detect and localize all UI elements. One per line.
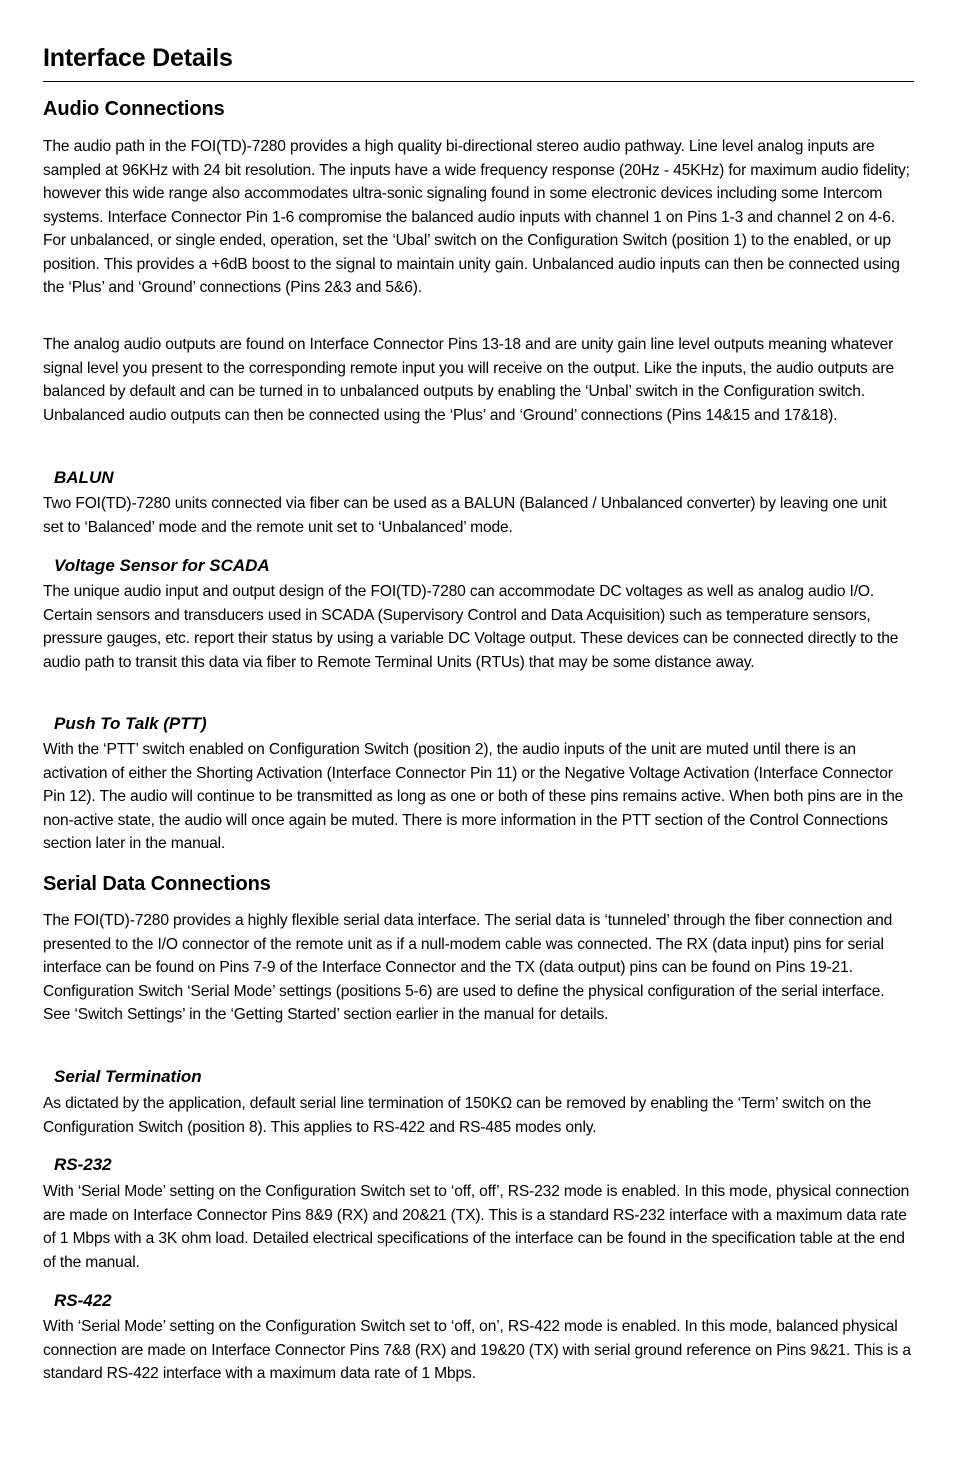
balun-heading: BALUN [54,468,114,487]
scada-paragraph: The unique audio input and output design of the FOI(TD)-7280 can accommodate DC voltages as well as analog audio I/O. Certain sensors and transducers used in SCADA (Supervisory Control and Data Acquisition) such as temperature sensors, pressure gauges, etc. report their status by using a variable DC Voltage output. These devices can be connected directly to the audio path to transit this data via fiber to Remote Terminal Units (RTUs) that may be some distance away. [43,583,899,671]
audio-paragraph-2: The analog audio outputs are found on Interface Connector Pins 13-18 and are unity gain line level outputs meaning whatever signal level you present to the corresponding remote input you will receive on the output. Like the inputs, the audio outputs are balanced by default and can be turned in to unbalanced outputs by enabling the ‘Unbal’ switch in the Configuration switch. Unbalanced audio outputs can then be connected using the ‘Plus’ and ‘Ground’ connections (Pins 14&15 and 17&18). [43,336,894,424]
serial-data-connections-heading: Serial Data Connections [43,873,271,895]
rs422-paragraph: With ‘Serial Mode’ setting on the Configuration Switch set to ‘off, on’, RS-422 mode is enabled. In this mode, balanced physical connection are made on Interface Connector Pins 7&8 (RX) and 19&20 (TX) with serial ground reference on Pins 9&21. This is a standard RS-422 interface with a maximum data rate of 1 Mbps. [43,1318,911,1382]
page-title: Interface Details [43,44,233,72]
rs232-heading: RS-232 [54,1155,112,1174]
audio-paragraph-1: The audio path in the FOI(TD)-7280 provides a high quality bi-directional stereo audio pathway. Line level analog inputs are sampled at 96KHz with 24 bit resolution. The inputs have a wide frequency response (20Hz - 45KHz) for maximum audio fidelity; however this wide range also accommodates ultra-sonic signaling found in some electronic devices including some Intercom systems. Interface Connector Pin 1-6 compromise the balanced audio inputs with channel 1 on Pins 1-3 and channel 2 on 4-6. For unbalanced, or single ended, operation, set the ‘Ubal’ switch on the Configuration Switch (position 1) to the enabled, or up position. This provides a +6dB boost to the signal to maintain unity gain. Unbalanced audio inputs can then be connected using the ‘Plus’ and ‘Ground’ connections (Pins 2&3 and 5&6). [43,138,910,296]
title-divider [43,81,914,82]
serial-termination-heading: Serial Termination [54,1067,202,1086]
balun-paragraph: Two FOI(TD)-7280 units connected via fiber can be used as a BALUN (Balanced / Unbalanced converter) by leaving one unit set to ‘Balanced’ mode and the remote unit set to ‘Unbalanced’ mode. [43,495,887,536]
ptt-heading: Push To Talk (PTT) [54,714,207,733]
scada-heading: Voltage Sensor for SCADA [54,556,270,575]
serial-paragraph-1: The FOI(TD)-7280 provides a highly flexible serial data interface. The serial data is ‘tunneled’ through the fiber connection and presented to the I/O connector of the remote unit as if a null-modem cable was connected. The RX (data input) pins for serial interface can be found on Pins 7-9 of the Interface Connector and the TX (data output) pins can be found on Pins 19-21. Configuration Switch ‘Serial Mode’ settings (positions 5-6) are used to define the physical configuration of the serial interface. See ‘Switch Settings’ in the ‘Getting Started’ section earlier in the manual for details. [43,912,893,1023]
rs232-paragraph: With ‘Serial Mode’ setting on the Configuration Switch set to ‘off, off’, RS-232 mode is enabled. In this mode, physical connection are made on Interface Connector Pins 8&9 (RX) and 20&21 (TX). This is a standard RS-232 interface with a maximum data rate of 1 Mbps with a 3K ohm load. Detailed electrical specifications of the interface can be found in the specification table at the end of the manual. [43,1183,910,1271]
audio-connections-heading: Audio Connections [43,98,225,120]
ptt-paragraph: With the ‘PTT’ switch enabled on Configuration Switch (position 2), the audio inputs of the unit are muted until there is an activation of either the Shorting Activation (Interface Connector Pin 11) or the Negative Voltage Activation (Interface Connector Pin 12). The audio will continue to be transmitted as long as one or both of these pins remains active. When both pins are in the non-active state, the audio will once again be muted. There is more information in the PTT section of the Control Connections section later in the manual. [43,741,904,852]
serial-termination-paragraph: As dictated by the application, default serial line termination of 150KΩ can be removed by enabling the ‘Term’ switch on the Configuration Switch (position 8). This applies to RS-422 and RS-485 modes only. [43,1095,872,1136]
rs422-heading: RS-422 [54,1291,112,1310]
